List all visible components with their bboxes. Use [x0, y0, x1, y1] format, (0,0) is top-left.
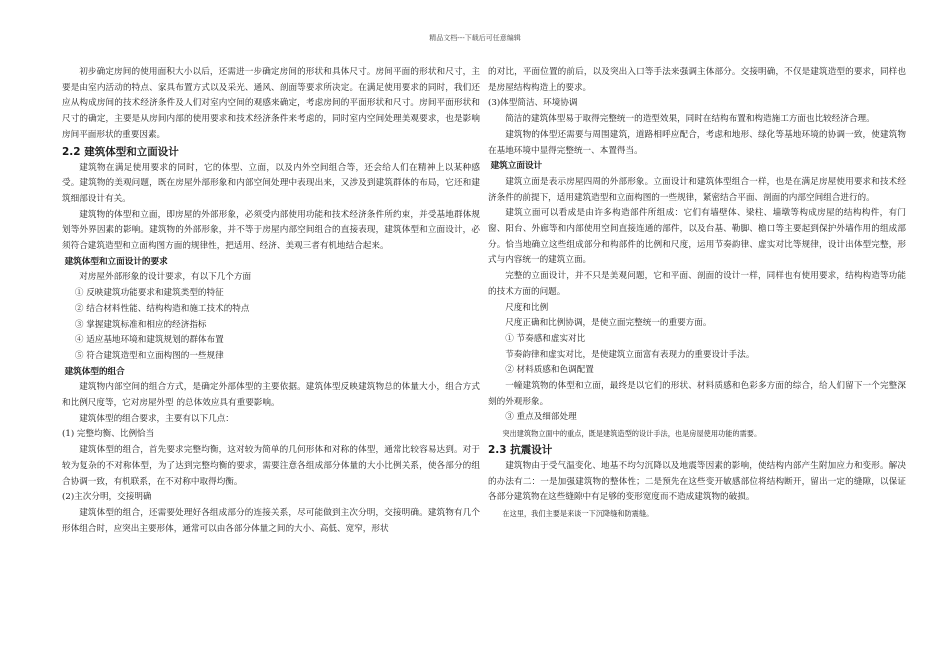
- right-column: [488, 65, 906, 522]
- paragraph: 简洁的建筑体型易于取得完整统一的造型效果，同时在结构布置和构造施工方面也比较经济合理。: [505, 114, 875, 125]
- paragraph: 建筑物内部空间的组合方式，是确定外部体型的主要依据。建筑体型反映建筑物总的体量大小，组合方式和比例尺度等，它对房屋外型 的总体效应具有重要影响。: [62, 382, 480, 409]
- paragraph: 初步确定房间的使用面积大小以后，还需进一步确定房间的形状和具体尺寸。房间平面的形状和尺寸，主要是由室内活动的特点、家具布置方式以及采光、通风、剖面等要求所决定。在满足使用要求的同时，我们还应从构成房间的技术经济条件及人们对室内空间的观感来确定，考虑房间的平面形状和尺寸。房间平面形状和尺寸的确定，主要是从房间内部的使用要求和技术经济条件来考虑的，同时室内空间处理美观要求，也是影响房间平面形状的重要因素。: [62, 67, 480, 140]
- paragraph: 建筑立面可以看成是由许多构造部件所组成：它们有墙壁体、梁柱、墙墩等构成房屋的结构构件，有门窗、阳台、外廊等和内部使用空间直接连通的部件，以及台基、勒脚、檐口等主要起到保护外墙作用的组成部分。恰当地确立这些组成部分和构部件的比例和尺度，运用节奏韵律、虚实对比等规律，设计出体型完整，形式与内容统一的建筑立面。: [488, 208, 906, 266]
- paragraph: 突出建筑物立面中的重点，既是建筑造型的设计手法，也是房屋使用功能的需要。: [502, 429, 762, 439]
- list-item: ③ 掌握建筑标准和相应的经济指标: [74, 319, 207, 330]
- list-item: ② 结合材料性能、结构构造和施工技术的特点: [74, 303, 250, 314]
- paragraph: 建筑物的体型还需要与周围建筑，道路相呼应配合，考虑和地形、绿化等基地环境的协调一致，使建筑物在基地环境中显得完整统一、本置得当。: [488, 129, 906, 156]
- paragraph: 节奏韵律和虚实对比，是使建筑立面富有表现力的重要设计手法。: [505, 349, 755, 360]
- paragraph: 尺度和比例: [505, 302, 549, 313]
- numbered-heading: (2)主次分明，交接明确: [62, 492, 152, 503]
- section-heading: 2.3 抗震设计: [488, 443, 553, 456]
- left-column: [62, 65, 480, 537]
- paragraph: ③ 重点及细部处理: [505, 412, 577, 423]
- paragraph: 建筑体型的组合，还需要处理好各组成部分的连接关系，尽可能做到主次分明，交接明确。建筑物有几个形体组合时，应突出主要形体，通常可以由各部分体量之间的大小、高低、宽窄，形状: [62, 507, 480, 534]
- paragraph: 建筑体型的组合要求，主要有以下几点：: [79, 413, 234, 424]
- paragraph: 完整的立面设计，并不只是美观问题，它和平面、剖面的设计一样，同样也有使用要求，结构构造等功能的技术方面的问题。: [488, 271, 906, 297]
- subsection-heading: 建筑体型和立面设计的要求: [64, 256, 168, 267]
- subsection-heading: 建筑立面设计: [490, 161, 543, 172]
- paragraph: 建筑体型的组合，首先要求完整均衡，这对较为简单的几何形体和对称的体型，通常比较容易达到。对于较为复杂的不对称体型，为了达到完整均衡的要求，需要注意各组成部分体量的大小比例关系，使各部分的组合协调一致，有机联系，在不对称中取得均衡。: [62, 445, 480, 487]
- subsection-heading: 建筑体型的组合: [64, 366, 125, 377]
- numbered-heading: (1) 完整均衡、比例恰当: [62, 429, 155, 440]
- section-heading: 2.2 建筑体型和立面设计: [62, 145, 179, 158]
- paragraph: 对房屋外部形象的设计要求，有以下几个方面: [79, 272, 252, 283]
- paragraph: 建筑物由于受气温变化、地基不均匀沉降以及地震等因素的影响，使结构内部产生附加应力和变形。解决的办法有二：一是加强建筑物的整体性；二是预先在这些变开敏感部位将结构断开，留出一定的缝隙，以保证各部分建筑物在这些缝隙中有足够的变形宽度而不造成建筑物的破损。: [488, 460, 906, 503]
- list-item: ④ 适应基地环境和建筑规划的群体布置: [74, 335, 224, 346]
- paragraph: 建筑物的体型和立面，即房屋的外部形象，必须受内部使用功能和技术经济条件所约束，并受基地群体规划等外界因素的影响。建筑物的外部形象，并不等于房屋内部空间组合的直接表现，建筑体型和立面设计，必须符合建筑造型和立面构图方面的规律性，把适用、经济、美观三者有机地结合起来。: [62, 209, 480, 252]
- list-item: ⑤ 符合建筑造型和立面构图的一些规律: [74, 350, 224, 361]
- paragraph: 建筑立面是表示房屋四周的外部形象。立面设计和建筑体型组合一样，也是在满足房屋使用要求和技术经济条件的前提下，适用建筑造型和立面构图的一些规律，紧密结合平面、剖面的内部空间组合进行的。: [488, 176, 906, 203]
- paragraph: ② 材料质感和色调配置: [505, 365, 594, 376]
- numbered-heading: (3)体型简洁、环境协调: [488, 98, 578, 109]
- page-header: 精品文档---下载后可任意编辑: [429, 34, 521, 42]
- list-item: ① 反映建筑功能要求和建筑类型的特征: [74, 288, 224, 299]
- paragraph: ① 节奏感和虚实对比: [505, 333, 586, 344]
- paragraph: 建筑物在满足使用要求的同时，它的体型、立面，以及内外空间组合等，还会给人们在精神上以某种感受。建筑物的美观问题，既在房屋外部形象和内部空间处理中表现出来，又涉及到建筑群体的布局，它还和建筑细部设计有关。: [62, 162, 480, 204]
- paragraph: 一幢建筑物的体型和立面，最终是以它们的形状、材料质感和色彩多方面的综合，给人们留下一个完整深刻的外观形象。: [488, 381, 906, 407]
- paragraph: 尺度正确和比例协调，是使立面完整统一的重要方面。: [505, 318, 712, 329]
- paragraph: 在这里，我们主要是来谈一下沉降缝和防震缝。: [502, 508, 654, 518]
- paragraph: 的对比，平面位置的前后，以及突出入口等手法来强调主体部分。交接明确，不仅是建筑造型的要求，同样也是房屋结构构造上的要求。: [488, 67, 906, 93]
